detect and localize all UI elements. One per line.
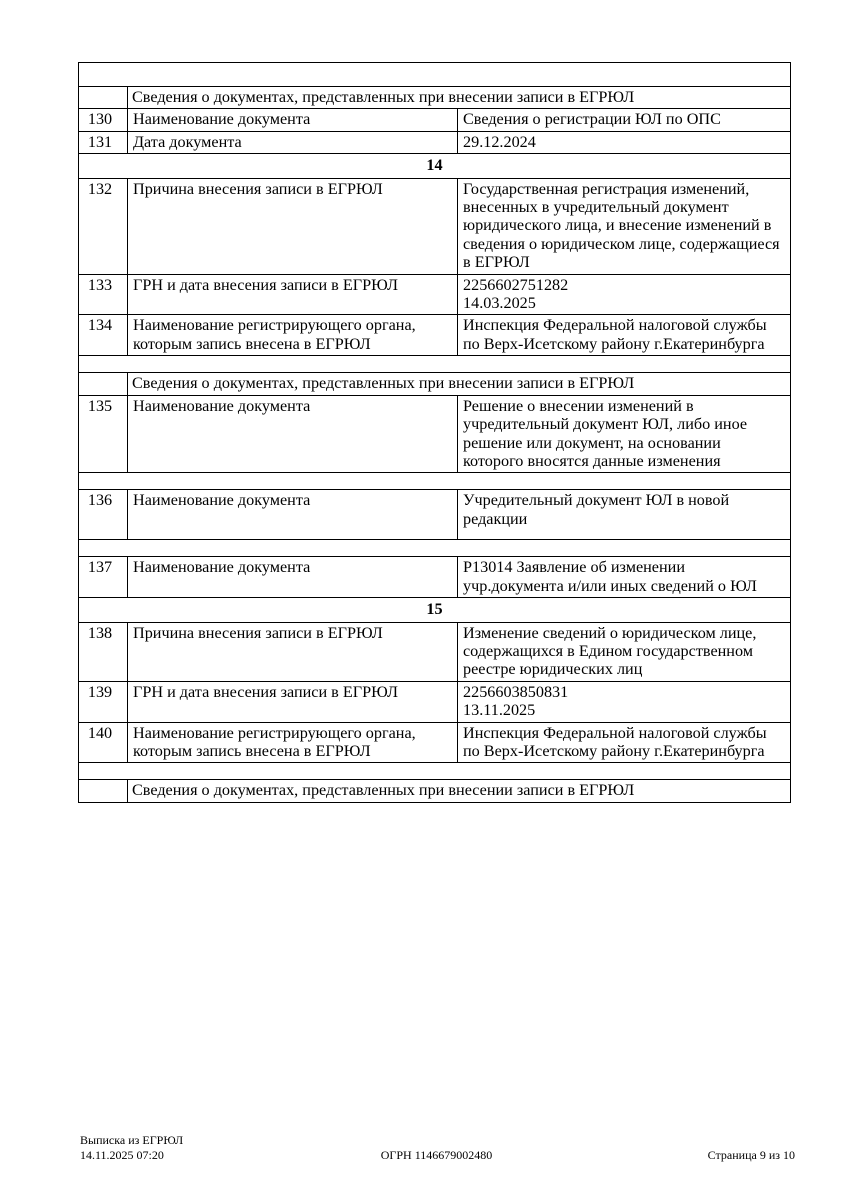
row-label-cell: Наименование документа — [128, 395, 458, 473]
table-row — [79, 490, 791, 540]
docs-header-cell: Сведения о документах, представленных при внесении записи в ЕГРЮЛ — [128, 780, 791, 802]
table-row — [79, 315, 791, 356]
egrul-table-body — [79, 63, 791, 803]
row-number-cell: 132 — [79, 178, 128, 274]
docs-header-cell: Сведения о документах, представленных при внесении записи в ЕГРЮЛ — [128, 87, 791, 109]
row-number-cell: 135 — [79, 395, 128, 473]
row-number-cell: 139 — [79, 681, 128, 722]
spacer-row-cell — [79, 63, 791, 87]
table-row — [79, 557, 791, 598]
table-row — [79, 87, 791, 109]
table-row — [79, 473, 791, 490]
row-label-cell: Наименование документа — [128, 109, 458, 131]
row-number-cell: 140 — [79, 722, 128, 763]
row-label-cell: Причина внесения записи в ЕГРЮЛ — [128, 622, 458, 681]
row-value-cell: Сведения о регистрации ЮЛ по ОПС — [458, 109, 791, 131]
table-row — [79, 274, 791, 315]
row-value-cell: 29.12.2024 — [458, 131, 791, 153]
row-number-cell: 134 — [79, 315, 128, 356]
docs-header-cell: Сведения о документах, представленных при внесении записи в ЕГРЮЛ — [128, 373, 791, 395]
spacer-row-cell — [79, 473, 791, 490]
row-label-cell: Наименование документа — [128, 490, 458, 540]
spacer-row-cell — [79, 356, 791, 373]
row-number-cell: 137 — [79, 557, 128, 598]
table-row — [79, 780, 791, 802]
table-row — [79, 356, 791, 373]
row-number-cell: 133 — [79, 274, 128, 315]
spacer-row-cell — [79, 540, 791, 557]
footer-doc-title: Выписка из ЕГРЮЛ — [80, 1133, 184, 1147]
row-number-cell — [79, 87, 128, 109]
table-row — [79, 598, 791, 622]
table-row — [79, 622, 791, 681]
row-value-cell: Инспекция Федеральной налоговой службы по Верх-Исетскому району г.Екатеринбурга — [458, 722, 791, 763]
table-row — [79, 681, 791, 722]
spacer-row-cell — [79, 763, 791, 780]
table-row — [79, 722, 791, 763]
row-number-cell — [79, 780, 128, 802]
row-label-cell: Наименование регистрирующего органа, которым запись внесена в ЕГРЮЛ — [128, 315, 458, 356]
row-value-cell: 2256602751282 14.03.2025 — [458, 274, 791, 315]
table-row — [79, 109, 791, 131]
row-value-cell: Решение о внесении изменений в учредительный документ ЮЛ, либо иное решение или документ, на основании которого вносятся данные изменения — [458, 395, 791, 473]
footer-page-number: Страница 9 из 10 — [707, 1148, 795, 1162]
table-row — [79, 178, 791, 274]
row-label-cell: Наименование регистрирующего органа, которым запись внесена в ЕГРЮЛ — [128, 722, 458, 763]
section-number: 15 — [79, 598, 791, 622]
row-number-cell — [79, 373, 128, 395]
row-label-cell: Дата документа — [128, 131, 458, 153]
footer-datetime: 14.11.2025 07:20 — [80, 1148, 164, 1162]
row-label-cell: ГРН и дата внесения записи в ЕГРЮЛ — [128, 681, 458, 722]
row-value-cell: Изменение сведений о юридическом лице, содержащихся в Едином государственном реестре юридических лиц — [458, 622, 791, 681]
row-label-cell: ГРН и дата внесения записи в ЕГРЮЛ — [128, 274, 458, 315]
row-value-cell: 2256603850831 13.11.2025 — [458, 681, 791, 722]
row-value-cell: Р13014 Заявление об изменении учр.документа и/или иных сведений о ЮЛ — [458, 557, 791, 598]
row-number-cell: 130 — [79, 109, 128, 131]
row-value-cell: Государственная регистрация изменений, внесенных в учредительный документ юридического лица, и внесение изменений в сведения о юридическом лице, содержащиеся в ЕГРЮЛ — [458, 178, 791, 274]
table-row — [79, 763, 791, 780]
row-label-cell: Наименование документа — [128, 557, 458, 598]
section-number: 14 — [79, 154, 791, 178]
row-value-cell: Инспекция Федеральной налоговой службы по Верх-Исетскому району г.Екатеринбурга — [458, 315, 791, 356]
table-row — [79, 395, 791, 473]
table-row — [79, 540, 791, 557]
row-number-cell: 131 — [79, 131, 128, 153]
table-row — [79, 131, 791, 153]
row-value-cell: Учредительный документ ЮЛ в новой редакции — [458, 490, 791, 540]
row-number-cell: 136 — [79, 490, 128, 540]
row-label-cell: Причина внесения записи в ЕГРЮЛ — [128, 178, 458, 274]
table-row — [79, 63, 791, 87]
egrul-records-table — [78, 62, 791, 803]
table-row — [79, 373, 791, 395]
table-row — [79, 154, 791, 178]
row-number-cell: 138 — [79, 622, 128, 681]
footer-ogrn: ОГРН 1146679002480 — [380, 1148, 493, 1162]
